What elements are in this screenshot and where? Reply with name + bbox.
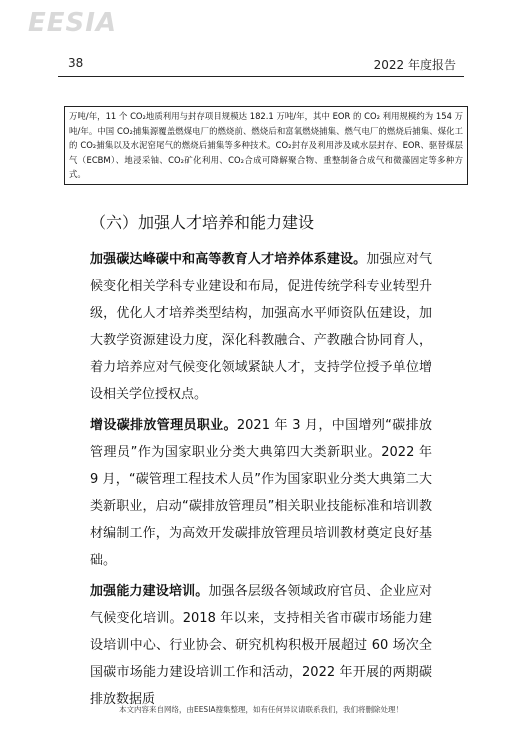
paragraph-education bbox=[90, 246, 432, 408]
paragraph-carbon-manager bbox=[90, 412, 432, 574]
body-text bbox=[90, 246, 432, 717]
paragraph-body: 2021 年 3 月，中国增列“碳排放管理员”作为国家职业分类大典第四大类新职业。2022 年 9 月，“碳管理工程技术人员”作为国家职业分类大典第二大类新职业，启动“碳排放管理员”相关职业技能标准和培训教材编制工作，为高效开发碳排放管理员培训教材奠定良好基础。 bbox=[90, 418, 432, 568]
paragraph-body: 加强各层级各领域政府官员、企业应对气候变化培训。2018 年以来，支持相关省市碳市场能力建设培训中心、行业协会、研究机构积极开展超过 60 场次全国碳市场能力建设培训工作和活动，2022 年开展的两期碳排放数据质 bbox=[90, 584, 432, 707]
paragraph-lead: 增设碳排放管理员职业。 bbox=[90, 418, 237, 433]
paragraph-lead: 加强能力建设培训。 bbox=[90, 584, 209, 599]
paragraph-lead: 加强碳达峰碳中和高等教育人才培养体系建设。 bbox=[90, 252, 367, 267]
paragraph-capacity-training bbox=[90, 578, 432, 713]
note-box-text: 万吨/年，11 个 CO₂地质利用与封存项目规模达 182.1 万吨/年，其中 EOR 的 CO₂ 利用规模约为 154 万吨/年。中国 CO₂捕集源覆盖燃煤电厂的燃烧前、燃烧后和富氧燃烧捕集、燃气电厂的燃烧后捕集、煤化工的 CO₂捕集以及水泥窑尾气的燃烧后捕集等多种技术。CO₂封存及利用涉及咸水层封存、EOR、驱替煤层气（ECBM）、地浸采铀、CO₂矿化利用、CO₂合成可降解聚合物、重整制备合成气和微藻固定等多种方式。 bbox=[69, 111, 463, 179]
header-divider bbox=[58, 76, 464, 77]
page-number: 38 bbox=[68, 56, 84, 70]
paragraph-body: 加强应对气候变化相关学科专业建设和布局，促进传统学科专业转型升级，优化人才培养类型结构，加强高水平师资队伍建设，加大教学资源建设力度，深化科教融合、产教融合协同育人，着力培养应对气候变化领域紧缺人才，支持学位授予单位增设相关学位授权点。 bbox=[90, 252, 432, 402]
footer-disclaimer: 本文内容来自网络，由EESIA搜集整理，如有任何异议请联系我们，我们将删除处理！ bbox=[118, 705, 404, 714]
note-box bbox=[64, 106, 468, 185]
section-heading: （六）加强人才培养和能力建设 bbox=[90, 213, 315, 232]
report-title: 2022 年度报告 bbox=[373, 58, 456, 72]
eesia-logo: EESIA bbox=[28, 8, 118, 38]
